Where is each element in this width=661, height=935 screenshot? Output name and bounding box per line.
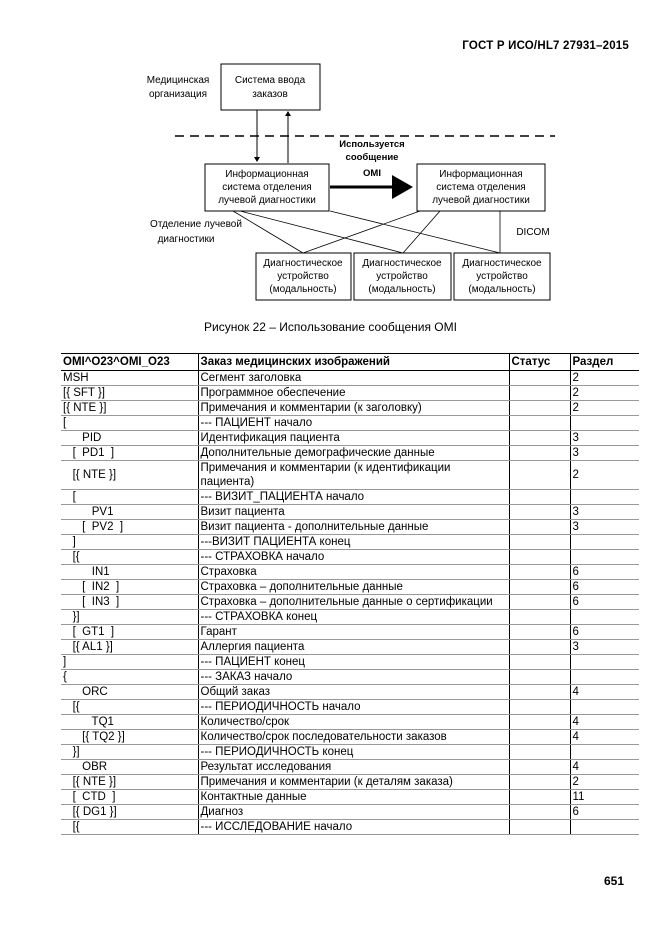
table-row xyxy=(61,685,639,700)
cell-status xyxy=(509,416,570,431)
cell-section: 6 xyxy=(570,805,639,820)
segment-table xyxy=(61,353,639,835)
table-row xyxy=(61,386,639,401)
cell-description: Результат исследования xyxy=(198,760,509,775)
cell-status xyxy=(509,805,570,820)
cell-segment: TQ1 xyxy=(61,715,198,730)
cell-status xyxy=(509,565,570,580)
table-row xyxy=(61,535,639,550)
svg-text:Информационная: Информационная xyxy=(225,169,309,180)
cell-status xyxy=(509,715,570,730)
cell-description: Страховка – дополнительные данные о сертификации xyxy=(198,595,509,610)
table-row xyxy=(61,760,639,775)
table-row xyxy=(61,461,639,490)
cell-status xyxy=(509,820,570,835)
table-row xyxy=(61,580,639,595)
svg-text:(модальность): (модальность) xyxy=(468,284,536,295)
cell-description: Примечания и комментарии (к заголовку) xyxy=(198,401,509,416)
cell-description: Общий заказ xyxy=(198,685,509,700)
cell-description: --- ПЕРИОДИЧНОСТЬ начало xyxy=(198,700,509,715)
table-body xyxy=(61,371,639,835)
cell-description: --- СТРАХОВКА конец xyxy=(198,610,509,625)
table-row xyxy=(61,820,639,835)
cell-section: 3 xyxy=(570,431,639,446)
dicom-label: DICOM xyxy=(516,227,550,238)
cell-segment: [ PD1 ] xyxy=(61,446,198,461)
cell-segment: [{ NTE }] xyxy=(61,401,198,416)
cell-status xyxy=(509,446,570,461)
org-label: Медицинская xyxy=(146,75,210,86)
cell-description: Аллергия пациента xyxy=(198,640,509,655)
cell-segment: ] xyxy=(61,655,198,670)
document-header: ГОСТ Р ИСО/HL7 27931–2015 xyxy=(462,40,629,52)
page-number: 651 xyxy=(603,874,624,888)
cell-section: 4 xyxy=(570,730,639,745)
table-row xyxy=(61,790,639,805)
cell-status xyxy=(509,401,570,416)
svg-text:(модальность): (модальность) xyxy=(269,284,337,295)
cell-segment: IN1 xyxy=(61,565,198,580)
cell-status xyxy=(509,610,570,625)
cell-status xyxy=(509,685,570,700)
table-row xyxy=(61,670,639,685)
cell-section: 2 xyxy=(570,401,639,416)
cell-description: Количество/срок последовательности заказов xyxy=(198,730,509,745)
figure-caption: Рисунок 22 – Использование сообщения OMI xyxy=(204,320,457,334)
table-row xyxy=(61,446,639,461)
cell-description: Контактные данные xyxy=(198,790,509,805)
dept-label-1: Отделение лучевой xyxy=(150,219,242,230)
cell-segment: PID xyxy=(61,431,198,446)
cell-section: 4 xyxy=(570,715,639,730)
cell-description: Дополнительные демографические данные xyxy=(198,446,509,461)
cell-section: 6 xyxy=(570,595,639,610)
cell-section xyxy=(570,820,639,835)
cell-section xyxy=(570,655,639,670)
table-row xyxy=(61,745,639,760)
svg-text:Отделение лучевой xyxy=(150,219,242,230)
cell-section xyxy=(570,490,639,505)
cell-segment: { xyxy=(61,670,198,685)
cell-status xyxy=(509,520,570,535)
cell-segment: }] xyxy=(61,610,198,625)
cell-status xyxy=(509,790,570,805)
svg-text:заказов xyxy=(252,89,288,100)
cell-segment: OBR xyxy=(61,760,198,775)
table-row xyxy=(61,595,639,610)
svg-text:Диагностическое: Диагностическое xyxy=(462,258,542,269)
cell-section: 4 xyxy=(570,685,639,700)
svg-text:Система ввода xyxy=(235,75,306,86)
table-row xyxy=(61,805,639,820)
cell-description: --- ИССЛЕДОВАНИЕ начало xyxy=(198,820,509,835)
cell-section: 3 xyxy=(570,446,639,461)
order-entry-label-2: заказов xyxy=(252,89,288,100)
col-header-segment: OMI^O23^OMI_O23 xyxy=(61,354,198,371)
cell-description: ---ВИЗИТ ПАЦИЕНТА конец xyxy=(198,535,509,550)
cell-segment: [{ SFT }] xyxy=(61,386,198,401)
cell-section xyxy=(570,700,639,715)
svg-text:система отделения: система отделения xyxy=(436,182,526,193)
cell-segment: [{ NTE }] xyxy=(61,461,198,490)
cell-section: 3 xyxy=(570,520,639,535)
table-row xyxy=(61,416,639,431)
cell-segment: [{ TQ2 }] xyxy=(61,730,198,745)
cell-status xyxy=(509,550,570,565)
cell-status xyxy=(509,640,570,655)
col-header-description: Заказ медицинских изображений xyxy=(198,354,509,371)
col-header-section: Раздел xyxy=(570,354,639,371)
svg-text:(модальность): (модальность) xyxy=(368,284,436,295)
cell-status xyxy=(509,595,570,610)
msg-label-1: Используется xyxy=(339,139,405,150)
svg-text:Информационная: Информационная xyxy=(439,169,523,180)
table-row xyxy=(61,640,639,655)
table-row xyxy=(61,730,639,745)
table-row xyxy=(61,401,639,416)
cell-segment: ] xyxy=(61,535,198,550)
cell-description: Гарант xyxy=(198,625,509,640)
cell-status xyxy=(509,700,570,715)
cell-status xyxy=(509,490,570,505)
table-row xyxy=(61,565,639,580)
svg-text:система отделения: система отделения xyxy=(222,182,312,193)
svg-text:Используется xyxy=(339,139,404,150)
table-row xyxy=(61,775,639,790)
table-row xyxy=(61,505,639,520)
table-row xyxy=(61,550,639,565)
cell-section xyxy=(570,550,639,565)
table-header-row xyxy=(61,354,639,371)
cell-description: Программное обеспечение xyxy=(198,386,509,401)
cell-section xyxy=(570,745,639,760)
svg-text:лучевой диагностики: лучевой диагностики xyxy=(432,195,530,206)
cell-description: Сегмент заголовка xyxy=(198,371,509,386)
table-row xyxy=(61,431,639,446)
cell-description: --- ПЕРИОДИЧНОСТЬ конец xyxy=(198,745,509,760)
cell-segment: MSH xyxy=(61,371,198,386)
org-label-2: организация xyxy=(148,89,208,100)
cell-status xyxy=(509,371,570,386)
cell-segment: [ PV2 ] xyxy=(61,520,198,535)
cell-section: 3 xyxy=(570,505,639,520)
table-row xyxy=(61,520,639,535)
order-entry-label-1: Система ввода xyxy=(234,75,306,86)
cell-description: --- ПАЦИЕНТ начало xyxy=(198,416,509,431)
cell-section: 6 xyxy=(570,565,639,580)
col-header-status: Статус xyxy=(509,354,570,371)
table-row xyxy=(61,371,639,386)
cell-description: --- ЗАКАЗ начало xyxy=(198,670,509,685)
cell-section: 2 xyxy=(570,371,639,386)
cell-description: Визит пациента - дополнительные данные xyxy=(198,520,509,535)
omi-usage-diagram xyxy=(0,0,661,315)
cell-segment: [ CTD ] xyxy=(61,790,198,805)
table-row xyxy=(61,655,639,670)
cell-status xyxy=(509,580,570,595)
table-row xyxy=(61,700,639,715)
cell-status xyxy=(509,745,570,760)
cell-description: Количество/срок xyxy=(198,715,509,730)
cell-segment: }] xyxy=(61,745,198,760)
cell-section: 2 xyxy=(570,386,639,401)
table-row xyxy=(61,610,639,625)
cell-section: 2 xyxy=(570,461,639,490)
cell-segment: [ IN3 ] xyxy=(61,595,198,610)
cell-segment: [{ xyxy=(61,550,198,565)
svg-text:устройство: устройство xyxy=(277,271,329,282)
cell-segment: [ xyxy=(61,416,198,431)
svg-text:OMI xyxy=(363,168,381,179)
table-row xyxy=(61,715,639,730)
cell-status xyxy=(509,505,570,520)
cell-segment: [ GT1 ] xyxy=(61,625,198,640)
cell-description: --- ВИЗИТ_ПАЦИЕНТА начало xyxy=(198,490,509,505)
cell-section: 6 xyxy=(570,580,639,595)
cell-description: --- СТРАХОВКА начало xyxy=(198,550,509,565)
table-row xyxy=(61,625,639,640)
cell-status xyxy=(509,655,570,670)
cell-segment: [ xyxy=(61,490,198,505)
cell-section: 6 xyxy=(570,625,639,640)
cell-description: Визит пациента xyxy=(198,505,509,520)
cell-section xyxy=(570,416,639,431)
cell-section: 2 xyxy=(570,775,639,790)
cell-status xyxy=(509,625,570,640)
cell-description: Идентификация пациента xyxy=(198,431,509,446)
msg-label-3: OMI xyxy=(363,168,381,179)
svg-text:устройство: устройство xyxy=(476,271,528,282)
cell-description: Диагноз xyxy=(198,805,509,820)
cell-segment: ORC xyxy=(61,685,198,700)
cell-segment: [{ DG1 }] xyxy=(61,805,198,820)
cell-segment: [ IN2 ] xyxy=(61,580,198,595)
cell-section xyxy=(570,670,639,685)
svg-text:лучевой диагностики: лучевой диагностики xyxy=(218,195,316,206)
table-row xyxy=(61,490,639,505)
cell-status xyxy=(509,760,570,775)
cell-status xyxy=(509,386,570,401)
order-entry-box xyxy=(221,64,320,110)
cell-description: --- ПАЦИЕНТ конец xyxy=(198,655,509,670)
cell-description: Примечания и комментарии (к деталям заказа) xyxy=(198,775,509,790)
svg-text:Диагностическое: Диагностическое xyxy=(263,258,343,269)
svg-text:диагностики xyxy=(158,234,215,245)
cell-status xyxy=(509,431,570,446)
svg-text:Диагностическое: Диагностическое xyxy=(362,258,442,269)
cell-description: Примечания и комментарии (к идентификации пациента) xyxy=(198,461,509,490)
cell-description: Страховка – дополнительные данные xyxy=(198,580,509,595)
cell-section: 3 xyxy=(570,640,639,655)
cell-status xyxy=(509,775,570,790)
cell-status xyxy=(509,670,570,685)
cell-section: 11 xyxy=(570,790,639,805)
svg-text:DICOM xyxy=(516,227,549,238)
cell-section xyxy=(570,610,639,625)
cell-segment: PV1 xyxy=(61,505,198,520)
dept-label-2: диагностики xyxy=(157,234,215,245)
cell-section xyxy=(570,535,639,550)
cell-description: Страховка xyxy=(198,565,509,580)
svg-text:сообщение xyxy=(346,152,399,163)
cell-status xyxy=(509,730,570,745)
cell-segment: [{ xyxy=(61,820,198,835)
cell-segment: [{ xyxy=(61,700,198,715)
msg-label-2: сообщение xyxy=(345,152,399,163)
cell-segment: [{ NTE }] xyxy=(61,775,198,790)
cell-status xyxy=(509,461,570,490)
cell-segment: [{ AL1 }] xyxy=(61,640,198,655)
cell-status xyxy=(509,535,570,550)
cell-section: 4 xyxy=(570,760,639,775)
svg-text:устройство: устройство xyxy=(376,271,428,282)
